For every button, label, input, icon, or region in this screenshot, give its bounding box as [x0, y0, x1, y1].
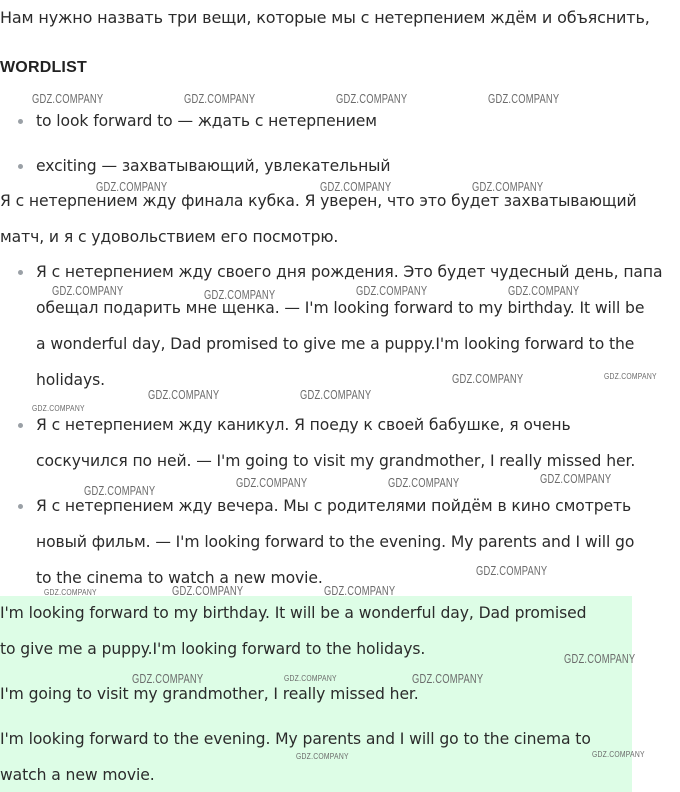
watermark: GDZ.COMPANY: [32, 403, 85, 413]
watermark: GDZ.COMPANY: [84, 483, 156, 498]
answer-1-line-1: Я с нетерпением жду своего дня рождения. Это будет чудесный день, папа: [36, 263, 663, 281]
answer-bullet-3: [18, 504, 23, 509]
watermark: GDZ.COMPANY: [508, 283, 580, 298]
watermark: GDZ.COMPANY: [540, 471, 612, 486]
watermark: GDZ.COMPANY: [592, 749, 645, 759]
example-line-2: матч, и я с удовольствием его посмотрю.: [0, 228, 339, 246]
watermark: GDZ.COMPANY: [412, 671, 484, 686]
watermark: GDZ.COMPANY: [132, 671, 204, 686]
watermark: GDZ.COMPANY: [52, 283, 124, 298]
watermark: GDZ.COMPANY: [336, 91, 408, 106]
answer-3-line-2: новый фильм. — I'm looking forward to the evening. My parents and I will go: [36, 533, 635, 551]
summary-line-3: I'm going to visit my grandmother, I really missed her.: [0, 685, 419, 703]
watermark: GDZ.COMPANY: [452, 371, 524, 386]
watermark: GDZ.COMPANY: [472, 179, 544, 194]
watermark: GDZ.COMPANY: [388, 475, 460, 490]
answer-2-line-2: соскучился по ней. — I'm going to visit my grandmother, I really missed her.: [36, 452, 636, 470]
watermark: GDZ.COMPANY: [96, 179, 168, 194]
answer-3-line-1: Я с нетерпением жду вечера. Мы с родителями пойдём в кино смотреть: [36, 497, 632, 515]
answer-1-line-4: holidays.: [36, 371, 105, 389]
watermark: GDZ.COMPANY: [564, 651, 636, 666]
wordlist-heading: WORDLIST: [0, 59, 87, 76]
wordlist-item-2: exciting — захватывающий, увлекательный: [36, 157, 391, 175]
watermark: GDZ.COMPANY: [172, 583, 244, 598]
watermark: GDZ.COMPANY: [324, 583, 396, 598]
intro-text: Нам нужно назвать три вещи, которые мы с нетерпением ждём и объяснить,: [0, 8, 650, 27]
wordlist-bullet-2: [18, 164, 23, 169]
watermark: GDZ.COMPANY: [476, 563, 548, 578]
watermark: GDZ.COMPANY: [356, 283, 428, 298]
watermark: GDZ.COMPANY: [32, 91, 104, 106]
answer-3-line-3: to the cinema to watch a new movie.: [36, 569, 323, 587]
summary-line-5: watch a new movie.: [0, 766, 155, 784]
example-line-1: Я с нетерпением жду финала кубка. Я уверен, что это будет захватывающий: [0, 192, 637, 210]
watermark: GDZ.COMPANY: [604, 371, 657, 381]
watermark: GDZ.COMPANY: [320, 179, 392, 194]
watermark: GDZ.COMPANY: [296, 751, 349, 761]
answer-1-line-3: a wonderful day, Dad promised to give me a puppy.I'm looking forward to the: [36, 335, 635, 353]
wordlist-bullet-1: [18, 119, 23, 124]
watermark: GDZ.COMPANY: [488, 91, 560, 106]
watermark: GDZ.COMPANY: [236, 475, 308, 490]
watermark: GDZ.COMPANY: [184, 91, 256, 106]
wordlist-item-1: to look forward to — ждать с нетерпением: [36, 112, 377, 130]
summary-line-4: I'm looking forward to the evening. My parents and I will go to the cinema to: [0, 730, 591, 748]
watermark: GDZ.COMPANY: [148, 387, 220, 402]
answer-1-line-2: обещал подарить мне щенка. — I'm looking forward to my birthday. It will be: [36, 299, 645, 317]
summary-line-2: to give me a puppy.I'm looking forward to the holidays.: [0, 640, 426, 658]
answer-bullet-2: [18, 423, 23, 428]
watermark: GDZ.COMPANY: [284, 673, 337, 683]
watermark: GDZ.COMPANY: [44, 587, 97, 597]
watermark: GDZ.COMPANY: [300, 387, 372, 402]
watermark: GDZ.COMPANY: [204, 287, 276, 302]
answer-2-line-1: Я с нетерпением жду каникул. Я поеду к своей бабушке, я очень: [36, 416, 571, 434]
summary-line-1: I'm looking forward to my birthday. It will be a wonderful day, Dad promised: [0, 604, 587, 622]
answer-bullet-1: [18, 270, 23, 275]
